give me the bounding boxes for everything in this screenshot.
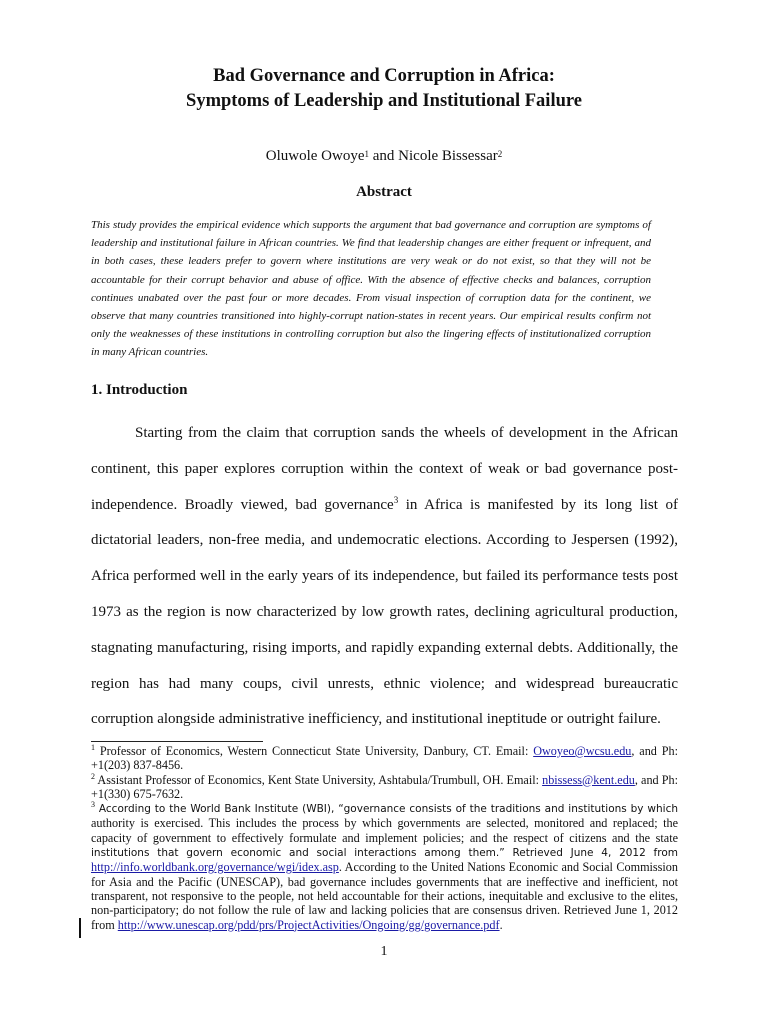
author-line (0, 146, 768, 166)
author-1-footnote-mark: 1 (364, 149, 369, 159)
email-link-owoye[interactable]: Owoyeo@wcsu.edu (533, 744, 632, 758)
introduction-body (91, 416, 678, 738)
intro-text-part-1: Starting from the claim that corruption sands the wheels of development in the African continent, this paper explores corruption within the context of weak or bad governance post-independence. Broadly viewed, bad governance (91, 425, 678, 513)
abstract-heading: Abstract (356, 184, 412, 200)
footnote-3-number: 3 (91, 800, 95, 810)
footnote-1-tail: , and Ph: +1(203) 837-8456. (91, 744, 679, 773)
author-1: Oluwole Owoye (265, 148, 365, 164)
footnote-1-number: 1 (91, 742, 95, 752)
introduction-paragraph (91, 416, 678, 738)
footnote-2-text: Assistant Professor of Economics, Kent State University, Ashtabula/Trumbull, OH. Email: (95, 772, 543, 787)
paper-title (0, 64, 768, 114)
footnote-3-end: . (499, 917, 503, 932)
footnote-2-tail: , and Ph: +1(330) 675-7632. (91, 772, 678, 801)
title-line-2: Symptoms of Leadership and Institutional Failure (186, 91, 582, 111)
author-joiner: and (368, 148, 399, 164)
title-line-1: Bad Governance and Corruption in Africa: (213, 66, 555, 86)
footnote-3-unescap-text: . According to the United Nations Economic and Social Commission for Asia and the Pacific (UNESCAP), bad governance includes governments that are ineffective and inefficient, not transparent, not responsive to the people, not held accountable for their actions, inequitable and exclusive to the elites, non-participatory; do not follow the rule of law and lacking policies that are consensus driven. Retrieved June 1, 2012 from (91, 860, 678, 932)
worldbank-link[interactable]: http://info.worldbank.org/governance/wgi/idex.asp (91, 860, 339, 875)
text-cursor-marker (79, 918, 81, 938)
abstract-text: This study provides the empirical evidence which supports the argument that bad governance and corruption are symptoms of leadership and institutional failure in African countries. We find that leadership changes are either frequent or infrequent, and in both cases, these leaders prefer to govern where institutions are very weak or do not exist, so that they will not be accountable for their corrupt behavior and abuse of office. With the absence of effective checks and balances, corruption continues unabated over the past four or more decades. From visual inspection of corruption data for the continent, we observe that many countries transitioned into highly-corrupt nation-states in recent years. Our empirical results confirm not only the weaknesses of these institutions in controlling corruption but also the lingering effects of institutionalized corruption in many African countries. (91, 219, 651, 359)
footnote-3 (91, 801, 678, 932)
footnote-2-number: 2 (91, 771, 95, 781)
page-number: 1 (380, 944, 388, 959)
footnote-3-mark: 3 (393, 494, 399, 505)
footnote-3-quote-end: institutions that govern economic and social interactions among them.” Retrieved June 4, 2012 from (91, 847, 678, 860)
footnote-1 (91, 744, 678, 773)
email-link-bissessar[interactable]: nbissess@kent.edu (542, 772, 635, 787)
footnote-1-text: Professor of Economics, Western Connecticut State University, Danbury, CT. Email: (95, 744, 534, 758)
author-2-footnote-mark: 2 (497, 149, 503, 159)
section-heading-introduction: 1. Introduction (91, 382, 188, 398)
unescap-link[interactable]: http://www.unescap.org/pdd/prs/ProjectActivities/Ongoing/gg/governance.pdf (117, 917, 500, 932)
footnote-3-text: authority is exercised. This includes the process by which governments are selected, monitored and replaced; the capacity of government to effectively formulate and implement policies; and the respect of citizens and the state (91, 816, 678, 845)
footnotes (91, 744, 678, 932)
footnote-2 (91, 773, 678, 802)
footnote-separator (91, 741, 263, 742)
intro-text-part-2: in Africa is manifested by its long list of dictatorial leaders, non-free media, and undemocratic elections. According to Jespersen (1992), Africa performed well in the early years of its independence, but failed its performance tests post 1973 as the region is now characterized by low growth rates, declining agricultural production, stagnating manufacturing, rising imports, and rapidly expanding external debts. Additionally, the region has had many coups, civil unrests, ethnic violence; and widespread bureaucratic corruption alongside administrative inefficiency, and institutional ineptitude or outright failure. (91, 496, 678, 728)
author-2: Nicole Bissessar (398, 148, 498, 164)
footnote-3-quote-start: According to the World Bank Institute (WBI), “governance consists of the traditions and institutions by which (95, 803, 678, 816)
